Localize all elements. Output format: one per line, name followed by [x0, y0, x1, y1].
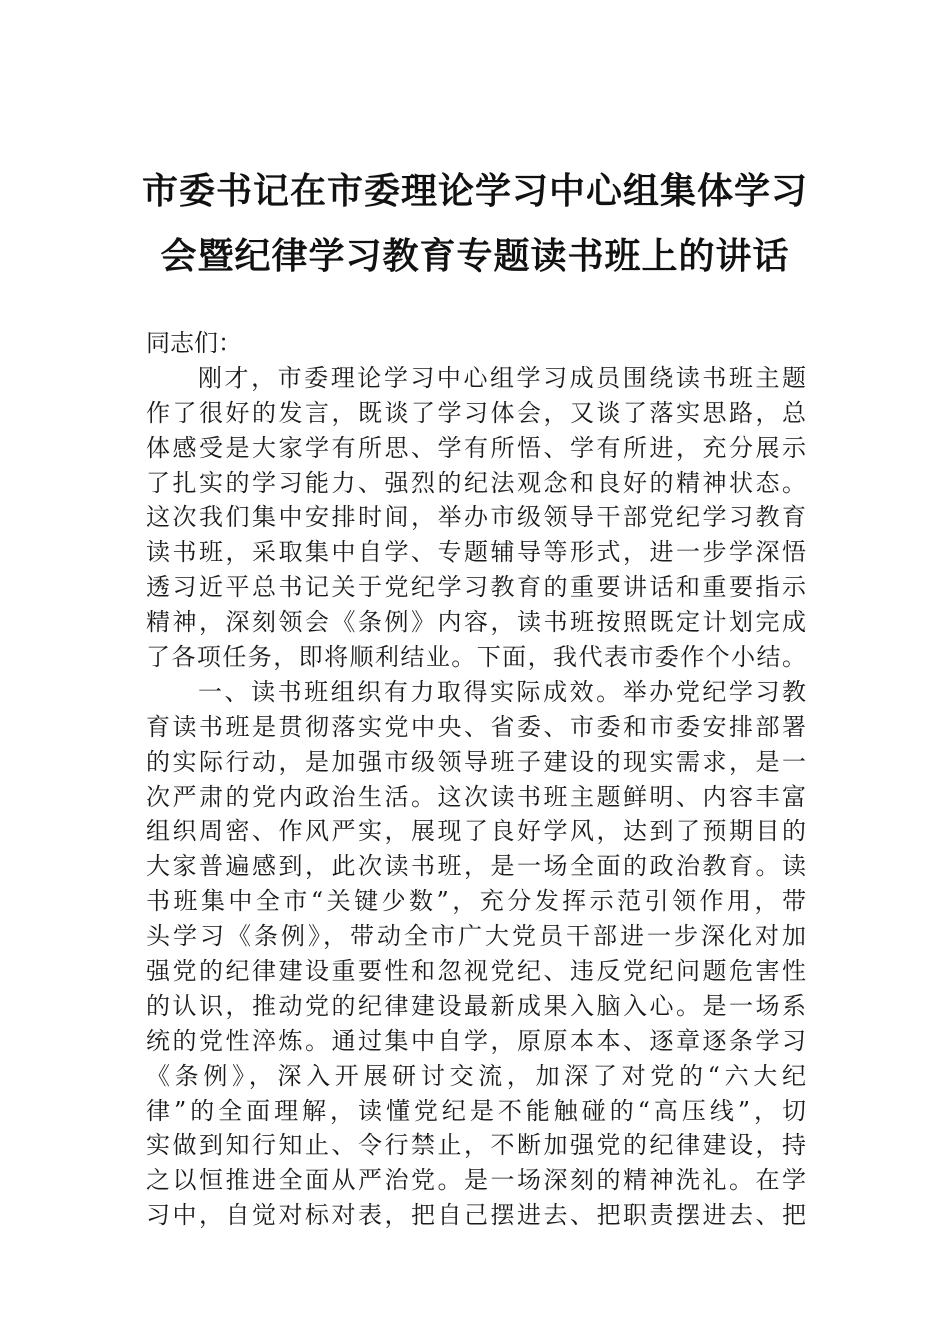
body-line: 强党的纪律建设重要性和忽视党纪、违反党纪问题危害性 [146, 957, 806, 986]
body-line: 精神，深刻领会《条例》内容，读书班按照既定计划完成 [146, 608, 806, 637]
body-line: 的认识，推动党的纪律建设最新成果入脑入心。是一场系 [146, 991, 806, 1020]
body-line: 实做到知行知止、令行禁止，不断加强党的纪律建设，持 [146, 1131, 806, 1160]
body-line: 组织周密、作风严实，展现了良好学风，达到了预期目的 [146, 817, 806, 846]
body-line: 了扎实的学习能力、强烈的纪法观念和良好的精神状态。 [146, 468, 806, 497]
salutation: 同志们： [146, 329, 242, 357]
body-line: 作了很好的发言，既谈了学习体会，又谈了落实思路，总 [146, 398, 806, 427]
body-line: 书班集中全市“关键少数”，充分发挥示范引领作用，带 [146, 887, 806, 916]
document-title-line-1: 市委书记在市委理论学习中心组集体学习 [141, 171, 808, 212]
body-line: 这次我们集中安排时间，举办市级领导干部党纪学习教育 [146, 503, 806, 532]
body-line: 头学习《条例》，带动全市广大党员干部进一步深化对加 [146, 922, 806, 951]
body-line: 刚才，市委理论学习中心组学习成员围绕读书班主题 [198, 363, 806, 392]
body-line: 统的党性淬炼。通过集中自学，原原本本、逐章逐条学习 [146, 1026, 806, 1055]
body-line: 习中，自觉对标对表，把自己摆进去、把职责摆进去、把 [146, 1201, 806, 1230]
body-line: 的实际行动，是加强市级领导班子建设的现实需求，是一 [146, 747, 806, 776]
body-line: 了各项任务，即将顺利结业。下面，我代表市委作个小结。 [146, 643, 806, 672]
body-line: 律”的全面理解，读懂党纪是不能触碰的“高压线”，切 [146, 1096, 806, 1125]
body-line: 体感受是大家学有所思、学有所悟、学有所进，充分展示 [146, 433, 806, 462]
body-line: 之以恒推进全面从严治党。是一场深刻的精神洗礼。在学 [146, 1166, 806, 1195]
body-line: 读书班，采取集中自学、专题辅导等形式，进一步学深悟 [146, 538, 806, 567]
body-line: 《条例》，深入开展研讨交流，加深了对党的“六大纪 [146, 1061, 806, 1090]
body-line: 透习近平总书记关于党纪学习教育的重要讲话和重要指示 [146, 573, 806, 602]
body-line: 一、读书班组织有力取得实际成效。举办党纪学习教 [198, 677, 806, 706]
body-line: 大家普遍感到，此次读书班，是一场全面的政治教育。读 [146, 852, 806, 881]
body-line: 次严肃的党内政治生活。这次读书班主题鲜明、内容丰富 [146, 782, 806, 811]
document-title-line-2: 会暨纪律学习教育专题读书班上的讲话 [160, 236, 790, 277]
body-line: 育读书班是贯彻落实党中央、省委、市委和市委安排部署 [146, 712, 806, 741]
document-body [146, 326, 806, 1233]
